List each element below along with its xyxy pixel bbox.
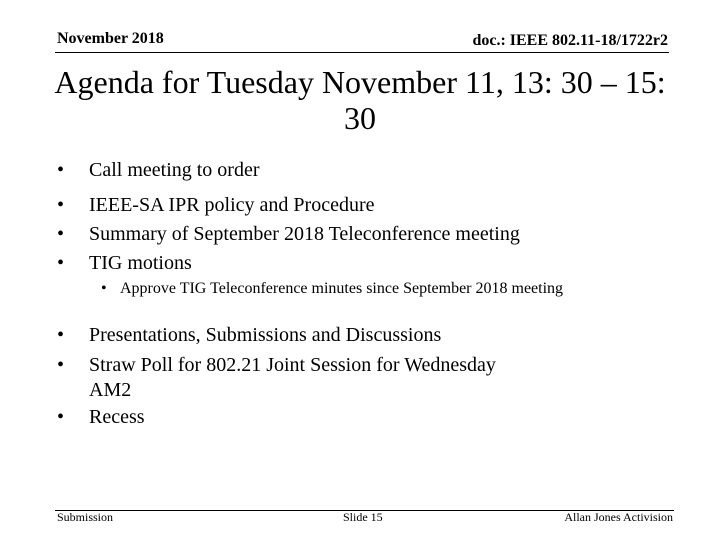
agenda-item-continuation: AM2 <box>89 379 132 401</box>
bullet: • <box>57 159 65 181</box>
bullet: • <box>57 406 65 428</box>
bullet: • <box>57 223 65 245</box>
bullet: • <box>57 324 65 346</box>
agenda-item-text: Call meeting to order <box>89 159 260 181</box>
slide-title: Agenda for Tuesday November 11, 13: 30 – 15: 30 <box>54 64 666 136</box>
agenda-item-text: Presentations, Submissions and Discussions <box>89 324 442 346</box>
agenda-item-text: Recess <box>89 406 145 428</box>
footer-submission: Submission <box>57 510 114 524</box>
footer-author: Allan Jones Activision <box>564 510 673 524</box>
agenda-item-text: IEEE-SA IPR policy and Procedure <box>89 194 375 216</box>
agenda-item-text: Straw Poll for 802.21 Joint Session for Wednesday <box>89 354 496 376</box>
bullet: • <box>57 194 65 216</box>
agenda-item-text: Summary of September 2018 Teleconference meeting <box>89 223 520 245</box>
bullet: • <box>57 354 65 376</box>
header-doc-number: doc.: IEEE 802.11-18/1722r2 <box>472 32 668 49</box>
bullet: • <box>101 280 107 297</box>
agenda-item-text: TIG motions <box>89 252 192 274</box>
bullet: • <box>57 252 65 274</box>
header-date: November 2018 <box>57 30 164 47</box>
agenda-sub-item <box>101 280 621 297</box>
footer-slide-number: Slide 15 <box>343 510 383 524</box>
agenda-sub-item-text: Approve TIG Teleconference minutes since September 2018 meeting <box>120 280 564 297</box>
